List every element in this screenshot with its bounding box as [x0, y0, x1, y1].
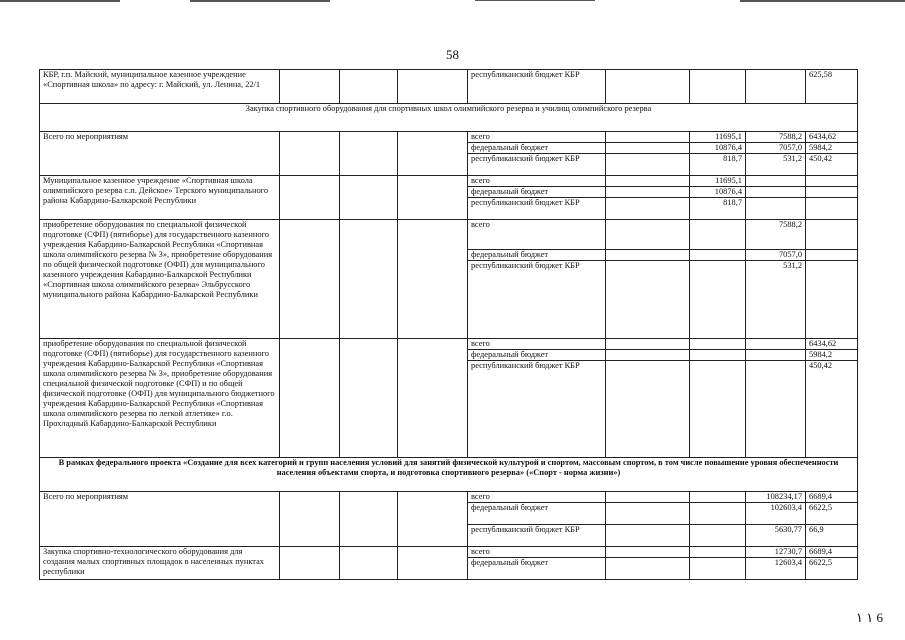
item-name: приобретение оборудования по специальной физической подготовке (СФП) (пятиборье) для государственного казенного учреждения Кабардино-Балкарской Республики «Спортивная школа олимпийского резерва № 3», приобретение оборудования специальной физической подготовке (СФП) и по общей физической подготовке (ОФП) для муниципального бюджетного учреждения Кабардино-Балкарской Республики «Спортивная школа олимпийского резерва по легкой атлетике» г.о. Прохладный Кабардино-Балкарской Республики [40, 339, 280, 458]
value-cell: 5984,2 [806, 143, 858, 154]
value-cell: 5984,2 [806, 350, 858, 361]
page-number: 58 [446, 47, 459, 62]
blank-cell [606, 70, 690, 104]
section-title-2: В рамках федерального проекта «Создание для всех категорий и групп населения условий для занятий физической культурой и спортом, массовым спортом, в том числе повышение уровня обеспеченности населения объектами спорта, и подготовка спортивного резерва» («Спорт - норма жизни») [40, 458, 858, 492]
blank-col-c [398, 339, 468, 458]
blank-col-a [280, 339, 340, 458]
funding-source: федеральный бюджет [468, 558, 606, 580]
value-cell [746, 361, 806, 458]
blank-cell [606, 547, 690, 558]
item-name: Закупка спортивно-технологического оборудования для создания малых спортивных площадок в населенных пунктах республики [40, 547, 280, 580]
value-cell: 6689,4 [806, 547, 858, 558]
value-cell [746, 198, 806, 220]
value-cell: 7588,2 [746, 132, 806, 143]
value-cell: 625,58 [806, 70, 858, 104]
blank-col-b [340, 70, 398, 104]
blank-col-a [280, 70, 340, 104]
funding-source: всего [468, 176, 606, 187]
value-cell [746, 70, 806, 104]
value-cell: 6434,62 [806, 339, 858, 350]
value-cell: 6434,62 [806, 132, 858, 143]
blank-col-c [398, 547, 468, 580]
blank-cell [606, 261, 690, 339]
table-body [40, 70, 858, 580]
value-cell [806, 187, 858, 198]
value-cell [690, 558, 746, 580]
value-cell [690, 261, 746, 339]
blank-col-b [340, 492, 398, 547]
blank-col-a [280, 176, 340, 220]
value-cell [690, 220, 746, 250]
funding-source: федеральный бюджет [468, 250, 606, 261]
value-cell: 531,2 [746, 261, 806, 339]
funding-source: республиканский бюджет КБР [468, 154, 606, 176]
value-cell: 11695,1 [690, 176, 746, 187]
blank-cell [606, 198, 690, 220]
value-cell: 5630,77 [746, 525, 806, 547]
table-row [40, 132, 858, 143]
value-cell: 12603,4 [746, 558, 806, 580]
value-cell: 10876,4 [690, 143, 746, 154]
funding-source: всего [468, 547, 606, 558]
value-cell: 450,42 [806, 154, 858, 176]
blank-col-c [398, 132, 468, 176]
value-cell [806, 198, 858, 220]
funding-source: всего [468, 132, 606, 143]
blank-cell [606, 350, 690, 361]
blank-col-c [398, 220, 468, 339]
section-row [40, 104, 858, 132]
value-cell [690, 525, 746, 547]
funding-source: федеральный бюджет [468, 143, 606, 154]
value-cell [690, 350, 746, 361]
value-cell: 10876,4 [690, 187, 746, 198]
blank-cell [606, 558, 690, 580]
value-cell [806, 261, 858, 339]
blank-col-b [340, 132, 398, 176]
blank-col-a [280, 132, 340, 176]
value-cell [806, 220, 858, 250]
value-cell: 7057,0 [746, 250, 806, 261]
value-cell [690, 70, 746, 104]
corner-mark: ١ ١ 6 [856, 610, 883, 625]
blank-col-a [280, 220, 340, 339]
value-cell [806, 250, 858, 261]
value-cell [690, 547, 746, 558]
blank-cell [606, 339, 690, 350]
value-cell: 7057,0 [746, 143, 806, 154]
item-name: КБР, г.п. Майский, муниципальное казенное учреждение «Спортивная школа» по адресу: г. Майский, ул. Ленина, 22/1 [40, 70, 280, 104]
funding-source: федеральный бюджет [468, 503, 606, 525]
funding-source: федеральный бюджет [468, 350, 606, 361]
blank-col-b [340, 339, 398, 458]
section-row [40, 458, 858, 492]
value-cell [690, 250, 746, 261]
value-cell [746, 339, 806, 350]
blank-col-a [280, 492, 340, 547]
table-row [40, 339, 858, 350]
table-row [40, 176, 858, 187]
funding-source: республиканский бюджет КБР [468, 361, 606, 458]
value-cell: 818,7 [690, 198, 746, 220]
value-cell: 102603,4 [746, 503, 806, 525]
value-cell: 7588,2 [746, 220, 806, 250]
blank-col-c [398, 70, 468, 104]
blank-col-b [340, 547, 398, 580]
value-cell: 531,2 [746, 154, 806, 176]
blank-cell [606, 220, 690, 250]
blank-cell [606, 154, 690, 176]
item-name: Всего по мероприятиям [40, 132, 280, 176]
value-cell: 450,42 [806, 361, 858, 458]
value-cell [690, 503, 746, 525]
blank-cell [606, 132, 690, 143]
value-cell: 108234,17 [746, 492, 806, 503]
blank-cell [606, 176, 690, 187]
section-title-1: Закупка спортивного оборудования для спортивных школ олимпийского резерва и училищ олимпийского резерва [40, 104, 858, 132]
blank-cell [606, 525, 690, 547]
funding-source: республиканский бюджет КБР [468, 261, 606, 339]
table-row [40, 70, 858, 104]
budget-table [39, 69, 858, 580]
blank-cell [606, 250, 690, 261]
value-cell [746, 187, 806, 198]
value-cell: 818,7 [690, 154, 746, 176]
blank-col-c [398, 492, 468, 547]
funding-source: республиканский бюджет КБР [468, 198, 606, 220]
blank-cell [606, 187, 690, 198]
value-cell [806, 176, 858, 187]
top-rule-3 [475, 0, 595, 1]
blank-cell [606, 143, 690, 154]
blank-cell [606, 361, 690, 458]
blank-col-b [340, 176, 398, 220]
funding-source: всего [468, 220, 606, 250]
value-cell: 6622,5 [806, 503, 858, 525]
item-name: Всего по мероприятиям [40, 492, 280, 547]
value-cell [690, 361, 746, 458]
value-cell [746, 350, 806, 361]
funding-source: республиканский бюджет КБР [468, 70, 606, 104]
blank-cell [606, 492, 690, 503]
top-rule-4 [740, 0, 905, 2]
value-cell: 66,9 [806, 525, 858, 547]
funding-source: всего [468, 339, 606, 350]
blank-col-c [398, 176, 468, 220]
funding-source: федеральный бюджет [468, 187, 606, 198]
value-cell: 11695,1 [690, 132, 746, 143]
value-cell: 6689,4 [806, 492, 858, 503]
value-cell [746, 176, 806, 187]
blank-col-b [340, 220, 398, 339]
top-rule-2 [190, 0, 330, 2]
table-row [40, 547, 858, 558]
blank-col-a [280, 547, 340, 580]
funding-source: республиканский бюджет КБР [468, 525, 606, 547]
value-cell: 6622,5 [806, 558, 858, 580]
blank-cell [606, 503, 690, 525]
item-name: приобретение оборудования по специальной физической подготовке (СФП) (пятиборье) для государственного казенного учреждения Кабардино-Балкарской Республики «Спортивная школа олимпийского резерва № 3», приобретение оборудования по общей физической подготовке (ОФП) для муниципального казенного учреждения Кабардино-Балкарской Республики «Спортивная школа олимпийского резерва» Эльбрусского муниципального района Кабардино-Балкарской Республики [40, 220, 280, 339]
item-name: Муниципальное казенное учреждение «Спортивная школа олимпийского резерва с.п. Дейское» Терского муниципального района Кабардино-Балкарской Республики [40, 176, 280, 220]
value-cell [690, 339, 746, 350]
table-row [40, 492, 858, 503]
table-row [40, 220, 858, 250]
funding-source: всего [468, 492, 606, 503]
value-cell: 12730,7 [746, 547, 806, 558]
top-rule-1 [0, 0, 120, 2]
value-cell [690, 492, 746, 503]
